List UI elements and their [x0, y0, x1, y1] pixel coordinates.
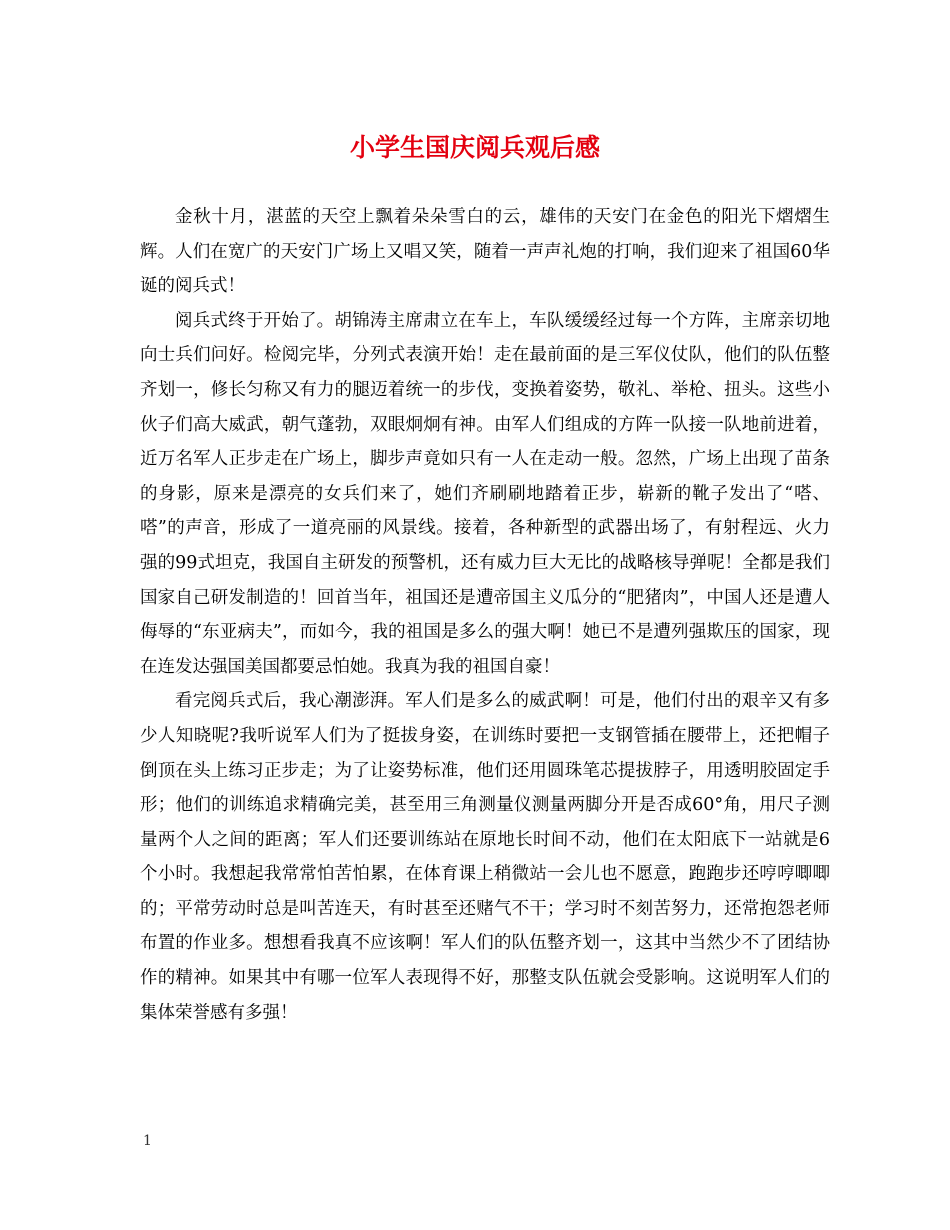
- paragraph-2: 阅兵式终于开始了。胡锦涛主席肃立在车上，车队缓缓经过每一个方阵，主席亲切地向士兵们问好。检阅完毕，分列式表演开始！走在最前面的是三军仪仗队，他们的队伍整齐划一，修长匀称又有力的腿迈着统一的步伐，变换着姿势，敬礼、举枪、扭头。这些小伙子们高大威武，朝气蓬勃，双眼炯炯有神。由军人们组成的方阵一队接一队地前进着，近万名军人正步走在广场上，脚步声竟如只有一人在走动一般。忽然，广场上出现了苗条的身影，原来是漂亮的女兵们来了，她们齐刷刷地踏着正步，崭新的靴子发出了“嗒、嗒”的声音，形成了一道亮丽的风景线。接着，各种新型的武器出场了，有射程远、火力强的99式坦克，我国自主研发的预警机，还有威力巨大无比的战略核导弹呢！全都是我们国家自己研发制造的！回首当年，祖国还是遭帝国主义瓜分的“肥猪肉”，中国人还是遭人侮辱的“东亚病夫”，而如今，我的祖国是多么的强大啊！她已不是遭列强欺压的国家，现在连发达强国美国都要忌怕她。我真为我的祖国自豪！: [140, 310, 830, 677]
- document-title: 小学生国庆阅兵观后感: [349, 133, 600, 162]
- paragraph-3: 看完阅兵式后，我心潮澎湃。军人们是多么的威武啊！可是，他们付出的艰辛又有多少人知晓呢?我听说军人们为了挺拔身姿，在训练时要把一支钢管插在腰带上，还把帽子倒顶在头上练习正步走；为了让姿势标准，他们还用圆珠笔芯提拔脖子，用透明胶固定手形；他们的训练追求精确完美，甚至用三角测量仪测量两脚分开是否成60°角，用尺子测量两个人之间的距离；军人们还要训练站在原地长时间不动，他们在太阳底下一站就是6个小时。我想起我常常怕苦怕累，在体育课上稍微站一会儿也不愿意，跑跑步还哼哼唧唧的；平常劳动时总是叫苦连天，有时甚至还赌气不干；学习时不刻苦努力，还常抱怨老师布置的作业多。想想看我真不应该啊！军人们的队伍整齐划一，这其中当然少不了团结协作的精神。如果其中有哪一位军人表现得不好，那整支队伍就会受影响。这说明军人们的集体荣誉感有多强！: [140, 691, 830, 1023]
- document-body: [140, 200, 830, 1030]
- page-number: 1: [143, 1133, 152, 1149]
- paragraph-1: 金秋十月，湛蓝的天空上飘着朵朵雪白的云，雄伟的天安门在金色的阳光下熠熠生辉。人们在宽广的天安门广场上又唱又笑，随着一声声礼炮的打响，我们迎来了祖国60华诞的阅兵式！: [140, 207, 830, 297]
